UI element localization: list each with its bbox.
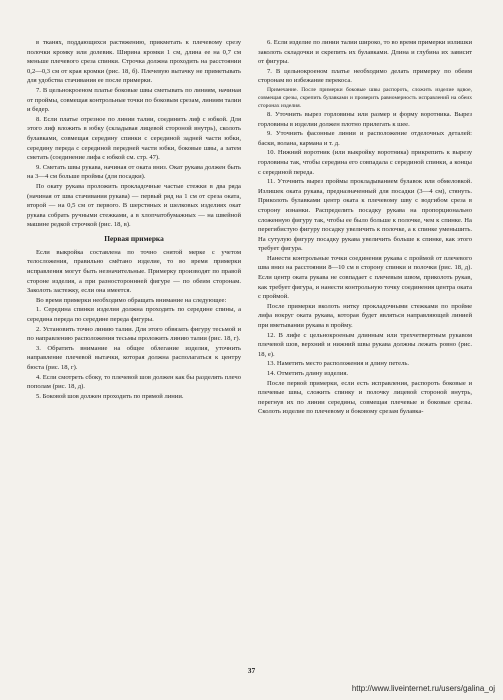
paragraph: 12. В лифе с цельнокроеным длинным или трехчетвертным рукавом плечевой шов, верхний и нижний швы рукава должны лежать ровно (рис. 18, е). [258,331,472,358]
section-title: Первая примерка [104,233,164,243]
paragraph: 6. Если изделие по линии талии широко, то во время примерки излишки заколоть складочки и скрепить их булавками. Длина и глубина их зависит от фигуры. [258,39,472,66]
paragraph: Во время примерки необходимо обращать внимание на следующее: [36,296,227,304]
paragraph: 9. Сметать швы рукава, начиная от оката вниз. Окат рукава должен быть на 3—4 см больше проймы (для посадки). [27,163,241,181]
paragraph: 8. Уточнить вырез горловины или размер и форму воротника. Вырез горловины в изделии должен плотно прилегать к шее. [258,110,472,128]
paragraph: 5. Боковой шов должен проходить по прямой линии. [36,392,184,400]
paragraph: По окату рукава проложить прокладочные частые стежки в два ряда (начиная от шва стачивания рукава) — первый ряд на 1 см от среза оката, второй — на 0,5 см от первого. В шерстяных и шелковых изделиях окат рукава собрать ручными стежками, а в хлопчатобумажных — на швейной машине редкой строчкой (рис. 18, в). [27,182,241,229]
left-column [27,38,241,401]
paragraph: 3. Обратить внимание на общее облегание изделия, уточнить направление плечевой вытачки, которая должна располагаться к центру бюста (рис. 18, г). [27,344,241,371]
paragraph: 4. Если смотреть сбоку, то плечевой шов должен как бы разделять плечо пополам (рис. 18, д). [27,373,241,391]
paragraph: 11. Уточнить вырез проймы прокладыванием булавок или обмеловкой. Излишек оката рукава, предназначенный для посадки (3—4 см), стянуть. Приколоть булавками центр оката к плечевому шву с водгибом среза в сторону изнанки. Распределить посадку рукава на пропорционально сложенную фигуру так, чтобы ее было больше к полочке, чем к спинке. На перегибистую фигуру посадку увеличить к полочке, а к спинке уменьшить. На сутулую фигуру посадку рукава увеличить больше к спинке, как этого требует фигура. [258,178,472,253]
paragraph: 7. В цельнокроеном платье боковые швы сметывать по линиям, начиная от проймы, совмещая контрольные точки по боковым срезам, линиям талии и бедер. [27,86,241,114]
paragraph: После примерки вколоть нитку прокладочными стежками по пройме лифа вокруг оката рукава, которая будет являться направляющей линией при вметывании рукава в пройму. [258,302,472,330]
paragraph: 2. Установить точно линию талии. Для этого обвязать фигуру тесьмой и по направлению расположения тесьмы проложить линию талии (рис. 18, г). [27,325,241,343]
paragraph: в тканях, поддающихся растяжению, прикметать к плечевому срезу полочки кромку или долевик. Ширина кромки 1 см, длина ее на 0,7 см меньше плечевого среза спинки. Строчка должна проходить на расстоянии 0,2—0,3 см от края кромки (рис. 18, б). Плечевую вытачку не приметывать для удобства стачивания ее после примерки. [27,39,241,85]
page-number: 37 [247,666,256,675]
paragraph: 10. Нижний воротник (или выкройку воротника) прикрепить к вырезу горловины так, чтобы середина его совпадала с серединой спинки, а концы с серединой переда. [258,149,472,176]
paragraph: Нанести контрольные точки соединения рукава с проймой от плечевого шва вниз на расстоянии 8—10 см в сторону спинки и полочки (рис. 18, д). Если центр оката рукава не совпадает с плечевым швом, приколоть рукав, как требует фигура, и нанести контрольную точку соединения центра оката с проймой. [258,254,472,301]
paragraph: 13. Наметить место расположения и длину петель. [267,360,410,368]
paragraph: 14. Отметить длину изделия. [267,370,349,377]
note-paragraph: Примечание. После примерки боковые швы распороть, сложить изделие вдвое, совмещая срезы, скрепить булавками и проверить равномерность исправлений на обеих сторонах изделия. [258,86,472,109]
right-column [258,38,472,417]
paragraph: 9. Уточнить фасонные линии и расположение отделочных деталей: баски, волана, кармана и т. д. [258,130,472,147]
paragraph: 7. В цельнокроеном платье необходимо делать примерку по обеим сторонам во избежание перекоса. [258,67,472,85]
paragraph: Если выкройка составлена по точно снятой мерке с учетом телосложения, правильно смётано изделие, то во время примерки исправления могут быть незначительные. Примерку производят по правой стороне изделия, а при разностороннней фигуре — по обеим сторонам. Заколоть застежку, если она имеется. [27,248,241,295]
paragraph: 8. Если платье отрезное по линии талии, соединить лиф с юбкой. Для этого лиф вложить в юбку (складывая лицевой стороной внутрь), сколоть булавками, совмещая середину спинки с серединой задней части юбки, середину переда с серединой передней части юбки, боковые швы, а затем сметать (соединение лифа с юбкой см. стр. 47). [27,115,241,162]
footer-url[interactable]: http://www.liveinternet.ru/users/galina_oj [351,684,495,693]
paragraph: 1. Середина спинки изделия должна проходить по середине спины, а середина переда по середине переда фигуры. [27,306,241,324]
paragraph: После первой примерки, если есть исправления, распороть боковые и плечевые швы, сложить спинку и полочку лицевой стороной внутрь, перегнув их по линии середины, совмещая плечевые и боковые срезы. Сколоть изделие по плечевому и боковому срезам булавка- [258,379,472,416]
